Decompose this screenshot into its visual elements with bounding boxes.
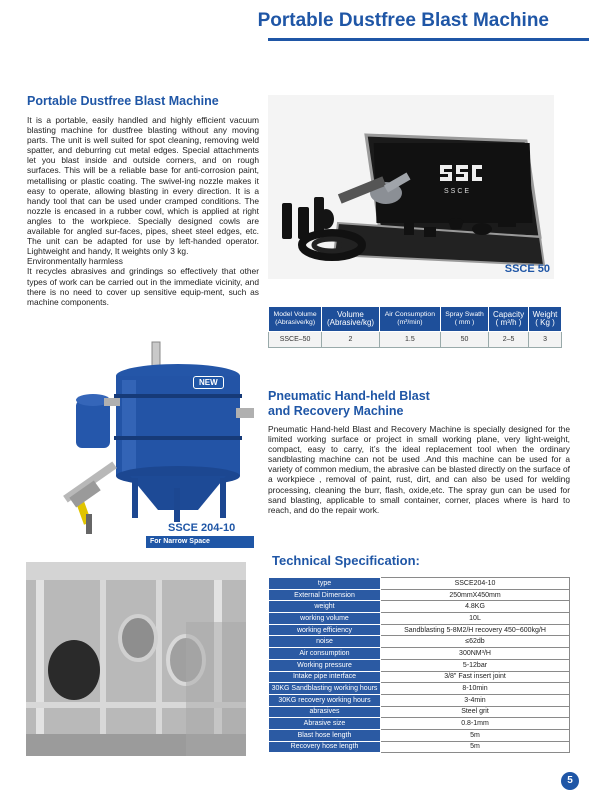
spec-value: 4.8KG	[381, 601, 570, 613]
table-row	[269, 694, 570, 706]
spec-key: Intake pipe interface	[269, 671, 381, 683]
case-logo-text: SSCE	[444, 188, 472, 195]
table-row	[269, 601, 570, 613]
new-badge: NEW	[193, 376, 224, 389]
spec-value: ≤62db	[381, 636, 570, 648]
section1-paragraph: It recycles abrasives and grindings so effectively that other types of work can be carried out in the immediate vicinity, and there is no need to cover up sensitive equip-ment, such as machine components.	[27, 266, 259, 307]
table-row	[269, 671, 570, 683]
ssce50-photo	[268, 95, 554, 279]
spec-key: 30KG recovery working hours	[269, 694, 381, 706]
spec-value: 300NM³/H	[381, 648, 570, 660]
spec-key: Working pressure	[269, 659, 381, 671]
table-header-row	[269, 307, 562, 332]
section1-title: Portable Dustfree Blast Machine	[27, 94, 219, 108]
spec-value: Steel grit	[381, 706, 570, 718]
spec-value: 5m	[381, 741, 570, 753]
table-row	[269, 648, 570, 660]
table-row	[269, 589, 570, 601]
spec-key: Air consumption	[269, 648, 381, 660]
spec-key: 30KG Sandblasting working hours	[269, 683, 381, 695]
spec-value: SSCE204-10	[381, 578, 570, 590]
table-row	[269, 636, 570, 648]
spec-value: 10L	[381, 613, 570, 625]
spec-value: 3-4min	[381, 694, 570, 706]
section2-title	[268, 389, 430, 419]
table-row	[269, 706, 570, 718]
ssce50-spec-table	[268, 306, 562, 348]
section1-body	[27, 115, 259, 307]
spec-key: type	[269, 578, 381, 590]
page-number: 5	[561, 772, 579, 790]
table-header-cell: Weight ( Kg )	[529, 307, 562, 332]
ssce50-caption: SSCE 50	[504, 263, 550, 275]
narrow-space-label: For Narrow Space	[146, 536, 254, 548]
table-header-cell: Air Consumption (m³/min)	[379, 307, 440, 332]
spec-value: 3/8" Fast insert joint	[381, 671, 570, 683]
table-header-cell: Capacity ( m³/h )	[489, 307, 529, 332]
spec-value: 5-12bar	[381, 659, 570, 671]
spec-key: noise	[269, 636, 381, 648]
interior-image	[26, 562, 246, 756]
table-cell: SSCE–50	[269, 332, 322, 348]
table-row	[269, 659, 570, 671]
technical-spec-table	[268, 577, 570, 753]
table-header-cell: Spray Swath ( mm )	[440, 307, 488, 332]
table-row	[269, 729, 570, 741]
table-cell: 2	[322, 332, 380, 348]
spec-value: 250mmX450mm	[381, 589, 570, 601]
table-cell: 50	[440, 332, 488, 348]
table-cell: 2–5	[489, 332, 529, 348]
table-header-cell: Model Volume (Abrasive/kg)	[269, 307, 322, 332]
spec-value: Sandblasting 5-8M2/H recovery 450~600kg/H	[381, 624, 570, 636]
spec-key: working efficiency	[269, 624, 381, 636]
spec-key: abrasives	[269, 706, 381, 718]
table-row	[269, 578, 570, 590]
section2-body: Pneumatic Hand-held Blast and Recovery Machine is specially designed for the limited working surface or project in small working plane, very light-weight, compact, easy to carry, it’s the ideal replacement tool when the ordinary sandblasting machine can not be used .And this machine can be used for a variety of common medium, the abrasive can be blasted directly on the surface of a workpiece , removal of paint, rust, dirt, and can also be used for welding processing, cleaning the burr, flash, oxide,etc. The spray gun can be used for sand blasting, applicable to small container, corner, places where is hard to reach, and do the repair work.	[268, 424, 570, 515]
section3-title: Technical Specification:	[272, 553, 420, 568]
spec-value: 5m	[381, 729, 570, 741]
interior-photo	[26, 562, 246, 756]
table-row	[269, 683, 570, 695]
section2-title-line: and Recovery Machine	[268, 404, 404, 418]
page-header	[0, 0, 589, 46]
table-cell: 3	[529, 332, 562, 348]
table-row	[269, 624, 570, 636]
section2-title-line: Pneumatic Hand-held Blast	[268, 389, 430, 403]
header-title: Portable Dustfree Blast Machine	[257, 10, 549, 31]
spec-value: 8-10min	[381, 683, 570, 695]
table-row	[269, 718, 570, 730]
header-rule	[268, 38, 589, 41]
section1-paragraph: It is a portable, easily handled and highly efficient vacuum blasting machine for dustfree blasting without any moving parts. The unit is well suited for spot cleaning, removing weld spatter, and deburring cut metal edges. Special attachments let you blast inside and outside corners, and on rough surfaces. This will be a reliable base for anti-corrosion paint, metallising or plastic coating. The swivel-ing nozzle makes it easy to operate, allowing blasting in every direction. It is a handy tool that can be used under cramped conditions. The nozzle is encased in a rubber cowl, which is applied at right angles to the workpiece. Specially designed cowls are available for angled sur-faces, pipes, sheet steel edges, etc. The unit can be adapted for use by left-handed operator. Lightweight and handy, It weights only 3 kg.	[27, 115, 259, 257]
spec-key: Recovery hose length	[269, 741, 381, 753]
table-cell: 1.5	[379, 332, 440, 348]
table-row	[269, 741, 570, 753]
spec-key: Blast hose length	[269, 729, 381, 741]
ssce204-caption: SSCE 204-10	[168, 522, 236, 534]
spec-key: Abrasive size	[269, 718, 381, 730]
section1-paragraph: Environmentally harmless	[27, 256, 123, 267]
spec-key: weight	[269, 601, 381, 613]
spec-key: External Dimension	[269, 589, 381, 601]
spec-key: working volume	[269, 613, 381, 625]
table-row	[269, 613, 570, 625]
table-row	[269, 332, 562, 348]
spec-value: 0.8-1mm	[381, 718, 570, 730]
ssce50-image	[268, 95, 554, 279]
table-header-cell: Volume (Abrasive/kg)	[322, 307, 380, 332]
ssce204-photo	[60, 338, 260, 556]
